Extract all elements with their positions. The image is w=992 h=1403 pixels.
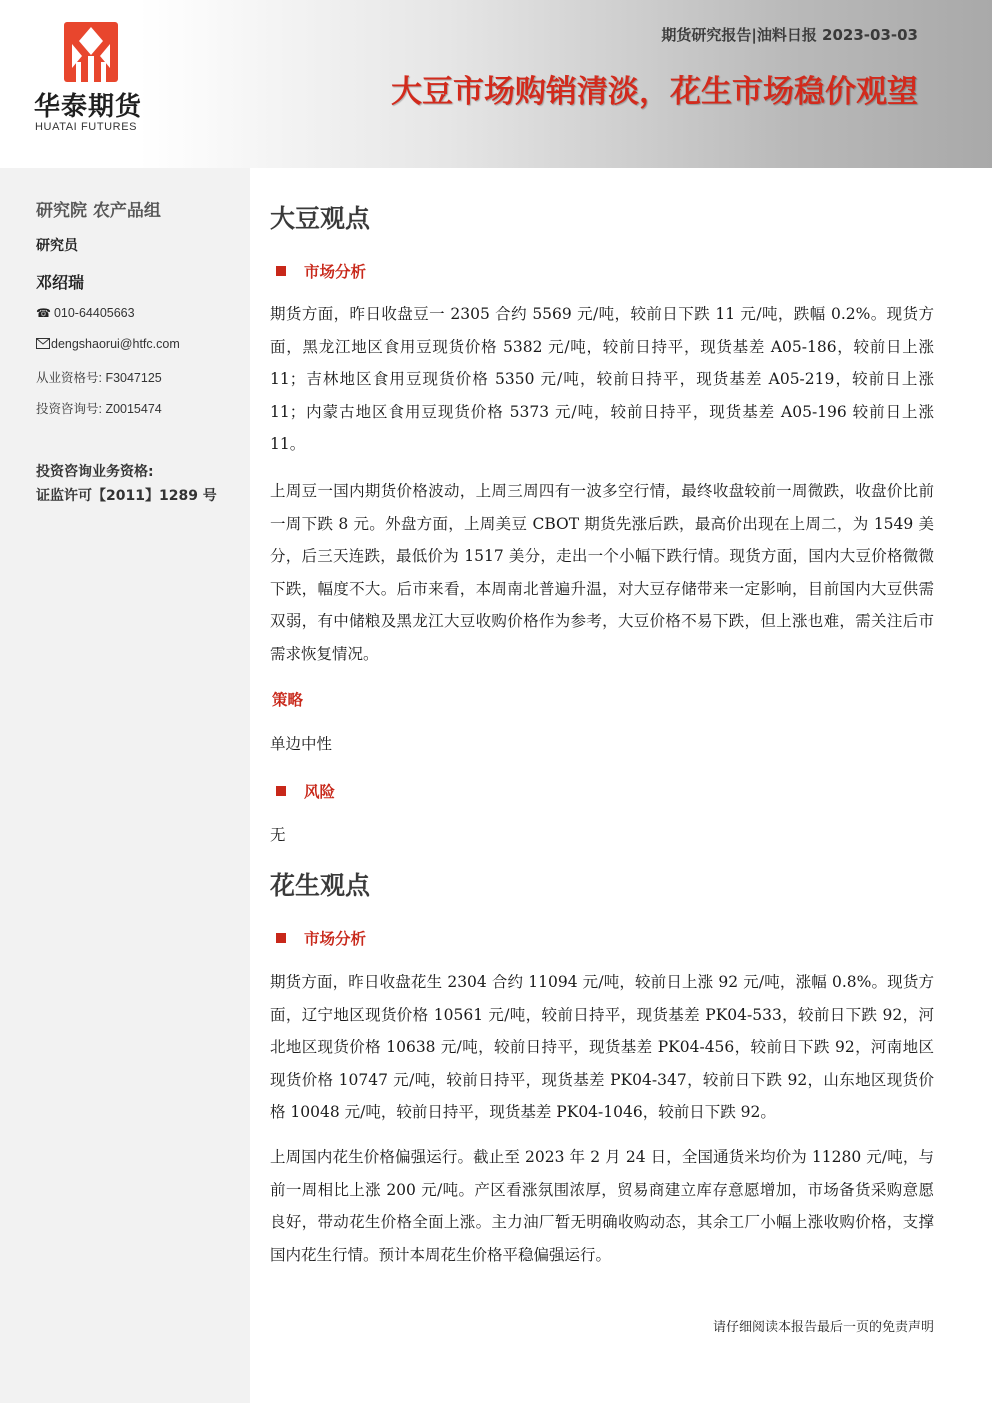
soybean-market-paragraph-1: 期货方面，昨日收盘豆一 2305 合约 5569 元/吨，较前日下跌 11 元/吨，跌幅 0.2%。现货方面，黑龙江地区食用豆现货价格 5382 元/吨，较前日持平，现货基差 A05-186，较前日上涨 11；吉林地区食用豆现货价格 5350 元/吨，较前日持平，现货基差 A05-219，较前日上涨 11；内蒙古地区食用豆现货价格 5373 元/吨，较前日持平，现货基差 A05-196 较前日上涨 11。 [270,305,934,453]
author-role: 研究员 [36,238,78,254]
section-bullet-icon [276,933,286,943]
business-qualification [36,460,217,508]
logo-mark-icon [64,22,118,82]
soybean-strategy-text: 单边中性 [270,735,333,753]
author-email [36,337,180,351]
envelope-icon [36,338,50,349]
report-header [0,0,992,168]
peanut-heading: 花生观点 [270,871,371,900]
qualification-license: 证监许可【2011】1289 号 [36,488,217,504]
research-group: 研究院 农产品组 [36,201,161,221]
soybean-risk-text: 无 [270,826,286,844]
soybean-risk-title: 风险 [276,780,335,802]
logo-chinese-name: 华泰期货 [34,92,143,122]
qualification-title: 投资咨询业务资格: [36,464,154,480]
section-bullet-icon [276,786,286,796]
email-address[interactable]: dengshaorui@htfc.com [51,337,180,351]
soybean-strategy-title: 策略 [272,691,304,709]
soybean-heading: 大豆观点 [270,204,371,233]
peanut-market-analysis-title: 市场分析 [276,927,366,949]
section-bullet-icon [276,266,286,276]
phone-number: 010-64405663 [53,306,135,320]
report-title: 大豆市场购销清淡，花生市场稳价观望 [391,74,918,110]
phone-icon: ☎ [36,306,51,320]
author-phone [36,306,135,320]
practice-license: 从业资格号: F3047125 [36,371,162,385]
soybean-market-paragraph-2: 上周豆一国内期货价格波动，上周三周四有一波多空行情，最终收盘较前一周微跌，收盘价比前一周下跌 8 元。外盘方面，上周美豆 CBOT 期货先涨后跌，最高价出现在上周二，为 1549 美分，后三天连跌，最低价为 1517 美分，走出一个小幅下跌行情。现货方面，国内大豆价格微微下跌，幅度不大。后市来看，本周南北普遍升温，对大豆存储带来一定影响，目前国内大豆供需双弱，有中储粮及黑龙江大豆收购价格作为参考，大豆价格不易下跌，但上涨也难，需关注后市需求恢复情况。 [270,482,934,663]
logo-english-name: HUATAI FUTURES [35,121,138,133]
company-logo [34,22,154,134]
report-type-date: 期货研究报告|油料日报 2023-03-03 [661,26,918,44]
disclaimer-note: 请仔细阅读本报告最后一页的免责声明 [712,1320,934,1335]
soybean-market-analysis-title: 市场分析 [276,260,366,282]
peanut-market-paragraph-1: 期货方面，昨日收盘花生 2304 合约 11094 元/吨，较前日上涨 92 元/吨，涨幅 0.8%。现货方面，辽宁地区现货价格 10561 元/吨，较前日持平，现货基差 PK04-533，较前日下跌 92，河北地区现货价格 10638 元/吨，较前日持平，现货基差 PK04-456，较前日下跌 92，河南地区现货价格 10747 元/吨，较前日持平，现货基差 PK04-347，较前日下跌 92，山东地区现货价格 10048 元/吨，较前日持平，现货基差 PK04-1046，较前日下跌 92。 [270,973,934,1121]
peanut-market-paragraph-2: 上周国内花生价格偏强运行。截止至 2023 年 2 月 24 日，全国通货米均价为 11280 元/吨，与前一周相比上涨 200 元/吨。产区看涨氛围浓厚，贸易商建立库存意愿增加，市场备货采购意愿良好，带动花生价格全面上涨。主力油厂暂无明确收购动态，其余工厂小幅上涨收购价格，支撑国内花生行情。预计本周花生价格平稳偏强运行。 [270,1148,934,1264]
author-sidebar [0,168,250,1403]
author-name: 邓绍瑞 [36,273,85,292]
advisory-license: 投资咨询号: Z0015474 [36,402,162,416]
